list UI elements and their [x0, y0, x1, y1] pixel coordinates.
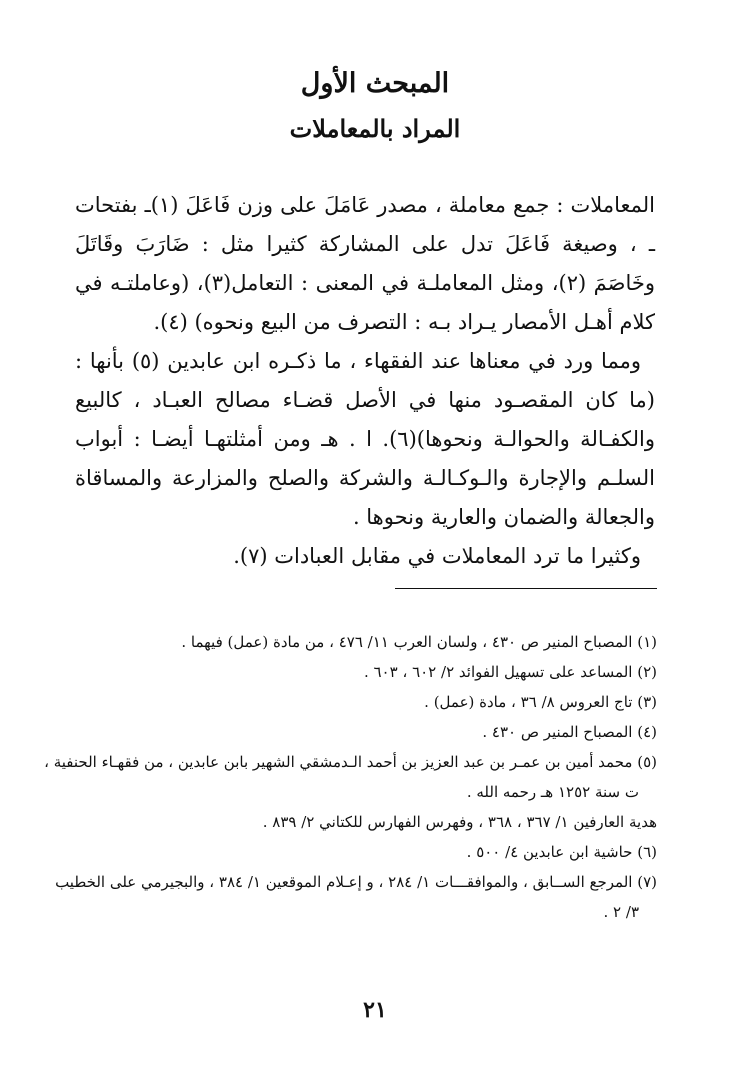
footnote-4: (٤) المصباح المنير ص ٤٣٠ . — [482, 723, 657, 741]
paragraph-fiqh-meaning: ومما ورد في معناها عند الفقهاء ، ما ذكـره ابن عابدين (٥) بأنها : (ما كان المقصـود منها في الأصل قضـاء مصالح العبـاد ، كالبيع والكفـالة والحوالـة ونحوها)(٦). ا . هـ ومن أمثلتهـا أيضـا : أبواب السلـم والإجارة والـوكـالـة والشركة والصلح والمزارعة والمساقاة والجعالة والضمان والعارية ونحوها . — [75, 349, 655, 529]
page-number: ٢١ — [363, 997, 387, 1023]
paragraph-ibadat: وكثيرا ما ترد المعاملات في مقابل العبادات (٧). — [233, 544, 641, 568]
footnote-7-continued: ٣/ ٢ . — [603, 903, 639, 921]
footnote-5-continued: ت سنة ١٢٥٢ هـ رحمه الله . — [466, 783, 639, 801]
section-title: المراد بالمعاملات — [289, 114, 461, 143]
footnote-6: (٦) حاشية ابن عابدين ٤/ ٥٠٠ . — [466, 843, 657, 861]
footnote-5-sources: هدية العارفين ١/ ٣٦٧ ، ٣٦٨ ، وفهرس الفهارس للكتاني ٢/ ٨٣٩ . — [262, 813, 657, 831]
footnotes — [44, 627, 657, 927]
footnote-7: (٧) المرجع الســابق ، والموافقـــات ١/ ٢٨٤ ، و إعـلام الموقعين ١/ ٣٨٤ ، والبجيرمي على الخطيب — [55, 873, 657, 891]
footnote-1: (١) المصباح المنير ص ٤٣٠ ، ولسان العرب ١١/ ٤٧٦ ، من مادة (عمل) فيهما . — [181, 633, 657, 651]
footnote-separator — [395, 588, 657, 589]
paragraph-definition: المعاملات : جمع معاملة ، مصدر عَامَلَ على وزن فَاعَلَ (١)ـ بفتحات ـ ، وصيغة فَاعَلَ تدل على المشاركة كثيرا مثل : ضَارَبَ وقَاتَلَ وخَاصَمَ (٢)، ومثل المعاملـة في المعنى : التعامل(٣)، (وعاملتـه في كلام أهـل الأمصار يـراد بـه : التصرف من البيع ونحوه) (٤). — [75, 193, 656, 334]
main-text — [75, 186, 655, 576]
footnote-5: (٥) محمد أمين بن عمـر بن عبد العزيز بن أحمد الـدمشقي الشهير بابن عابدين ، من فقهـاء الحنفية ، — [44, 753, 657, 771]
chapter-title: المبحث الأول — [300, 68, 450, 99]
footnote-3: (٣) تاج العروس ٨/ ٣٦ ، مادة (عمل) . — [424, 693, 657, 711]
footnote-2: (٢) المساعد على تسهيل الفوائد ٢/ ٦٠٢ ، ٦٠٣ . — [363, 663, 657, 681]
